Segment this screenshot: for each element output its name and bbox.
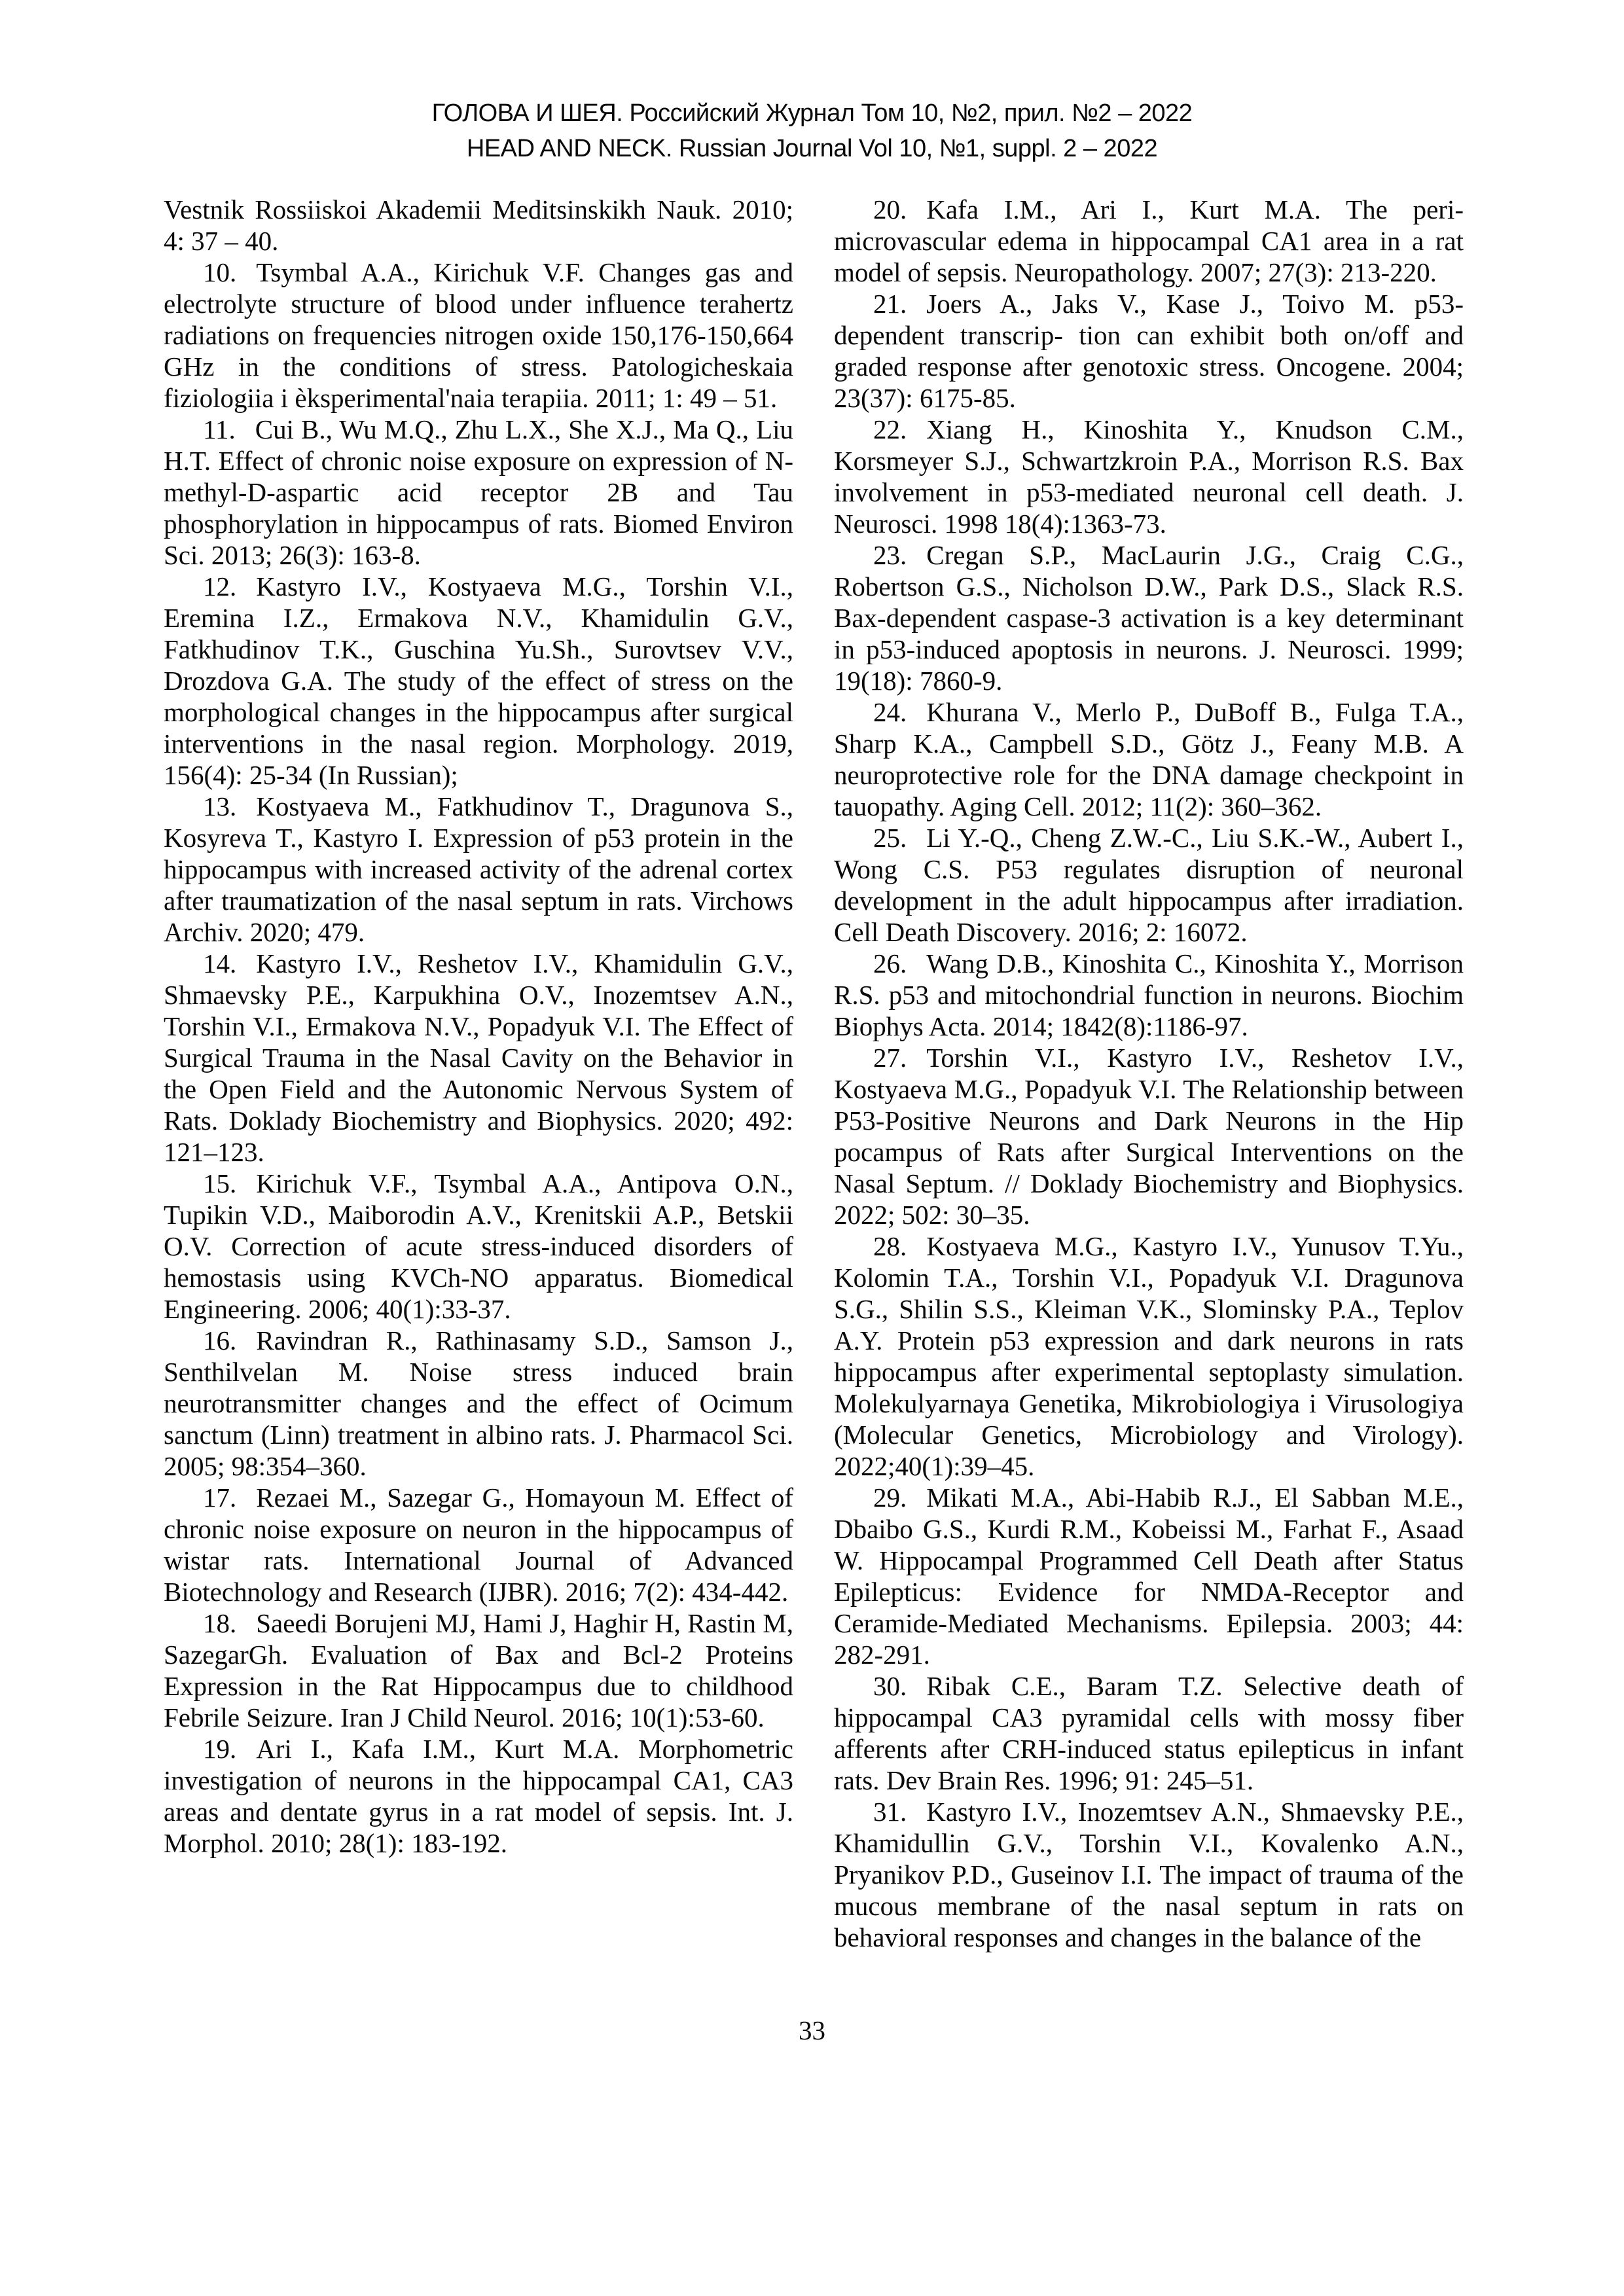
reference-text: Mikati M.A., Abi-Habib R.J., El Sabban M.E., Dbaibo G.S., Kurdi R.M., Kobeissi M., Farhat F., Asaad W. Hippocampal Programmed Cell Death after Status Epilepticus: Evidence for NMDA-Receptor and Ceramide-Mediated Mechanisms. Epilepsia. 2003; 44: 282-291. <box>834 1482 1464 1670</box>
reference-entry <box>164 1733 793 1859</box>
page-footer <box>0 2015 1624 2046</box>
reference-entry <box>834 1042 1464 1230</box>
reference-number: 25. <box>873 823 907 853</box>
reference-text: Kastyro I.V., Reshetov I.V., Khamidulin G.V., Shmaevsky P.E., Karpukhina O.V., Inozemtsev A.N., Torshin V.I., Ermakova N.V., Popadyuk V.I. The Effect of Surgical Trauma in the Nasal Cavity on the Behavior in the Open Field and the Autonomic Nervous System of Rats. Doklady Biochemistry and Biophysics. 2020; 492: 121–123. <box>164 948 793 1167</box>
reference-entry <box>834 822 1464 948</box>
reference-text: Kastyro I.V., Inozemtsev A.N., Shmaevsky P.E., Khamidullin G.V., Torshin V.I., Kovalenko A.N., Pryanikov P.D., Guseinov I.I. The impact of trauma of the mucous membrane of the nasal septum in rats on behavioral responses and changes in the balance of the <box>834 1797 1464 1952</box>
reference-text: Torshin V.I., Kastyro I.V., Reshetov I.V., Kostyaeva M.G., Popadyuk V.I. The Relationship between P53-Positive Neurons and Dark Neurons in the Hip pocampus of Rats after Surgical Interventions on the Nasal Septum. // Doklady Biochemistry and Biophysics. 2022; 502: 30–35. <box>834 1043 1464 1230</box>
reference-entry <box>164 948 793 1168</box>
reference-entry <box>164 1482 793 1607</box>
reference-entry <box>834 1482 1464 1670</box>
reference-text: Kostyaeva M.G., Kastyro I.V., Yunusov T.Yu., Kolomin T.A., Torshin V.I., Popadyuk V.I. Dragunova S.G., Shilin S.S., Kleiman V.K., Slominsky P.A., Teplov A.Y. Protein p53 expression and dark neurons in rats hippocampus after experimental septoplasty simulation. Molekulyarnaya Genetika, Mikrobiologiya i Virusologiya (Molecular Genetics, Microbiology and Virology). 2022;40(1):39–45. <box>834 1231 1464 1481</box>
reference-text: Kafa I.M., Ari I., Kurt M.A. The peri-microvascular edema in hippocampal CA1 area in a rat model of sepsis. Neuropathology. 2007; 27(3): 213-220. <box>834 194 1464 287</box>
reference-number: 27. <box>873 1043 907 1073</box>
reference-entry <box>834 1230 1464 1482</box>
left-column <box>164 194 793 1953</box>
reference-text: Saeedi Borujeni MJ, Hami J, Haghir H, Rastin M, SazegarGh. Evaluation of Bax and Bcl-2 Proteins Expression in the Rat Hippocampus due to childhood Febrile Seizure. Iran J Child Neurol. 2016; 10(1):53-60. <box>164 1608 793 1732</box>
reference-text: Khurana V., Merlo P., DuBoff B., Fulga T.A., Sharp K.A., Campbell S.D., Götz J., Feany M.B. A neuroprotective role for the DNA damage checkpoint in tauopathy. Aging Cell. 2012; 11(2): 360–362. <box>834 697 1464 821</box>
reference-number: 18. <box>203 1608 237 1638</box>
reference-text: Tsymbal A.A., Kirichuk V.F. Changes gas and electrolyte structure of blood under influence terahertz radiations on frequencies nitrogen oxide 150,176-150,664 GHz in the conditions of stress. Patologicheskaia fiziologiia i èksperimental'naia terapiia. 2011; 1: 49 – 51. <box>164 257 793 413</box>
reference-number: 22. <box>873 414 907 444</box>
reference-text: Xiang H., Kinoshita Y., Knudson C.M., Korsmeyer S.J., Schwartzkroin P.A., Morrison R.S. Bax involvement in p53-mediated neuronal cell death. J. Neurosci. 1998 18(4):1363-73. <box>834 414 1464 539</box>
page-number: 33 <box>799 2015 825 2045</box>
reference-text: Joers A., Jaks V., Kase J., Toivo M. p53-dependent transcrip- tion can exhibit both on/off and graded response after genotoxic stress. Oncogene. 2004; 23(37): 6175-85. <box>834 289 1464 413</box>
reference-entry <box>164 1607 793 1733</box>
reference-entry <box>164 414 793 571</box>
page-header <box>0 96 1624 166</box>
reference-text: Vestnik Rossiiskoi Akademii Meditsinskikh Nauk. 2010; 4: 37 – 40. <box>164 194 793 256</box>
reference-number: 29. <box>873 1482 907 1513</box>
reference-text: Cui B., Wu M.Q., Zhu L.X., She X.J., Ma Q., Liu H.T. Effect of chronic noise exposure on expression of N-methyl-D-aspartic acid receptor 2B and Tau phosphorylation in hippocampus of rats. Biomed Environ Sci. 2013; 26(3): 163-8. <box>164 414 793 570</box>
reference-entry <box>164 1325 793 1482</box>
reference-number: 30. <box>873 1671 907 1701</box>
reference-text: Wang D.B., Kinoshita C., Kinoshita Y., Morrison R.S. p53 and mitochondrial function in neurons. Biochim Biophys Acta. 2014; 1842(8):1186-97. <box>834 948 1464 1041</box>
reference-entry <box>164 194 793 257</box>
reference-text: Ari I., Kafa I.M., Kurt M.A. Morphometric investigation of neurons in the hippocampal CA1, CA3 areas and dentate gyrus in a rat model of sepsis. Int. J. Morphol. 2010; 28(1): 183-192. <box>164 1734 793 1858</box>
reference-number: 31. <box>873 1797 907 1827</box>
right-column <box>834 194 1464 1953</box>
reference-text: Ravindran R., Rathinasamy S.D., Samson J., Senthilvelan M. Noise stress induced brain neurotransmitter changes and the effect of Ocimum sanctum (Linn) treatment in albino rats. J. Pharmacol Sci. 2005; 98:354–360. <box>164 1325 793 1481</box>
reference-number: 17. <box>203 1482 237 1513</box>
reference-number: 26. <box>873 948 907 978</box>
reference-entry <box>834 1670 1464 1796</box>
reference-entry <box>834 1796 1464 1953</box>
reference-entry <box>834 696 1464 822</box>
reference-number: 11. <box>203 414 236 444</box>
reference-number: 15. <box>203 1168 237 1198</box>
reference-number: 20. <box>873 194 907 224</box>
reference-entry <box>164 571 793 791</box>
reference-entry <box>164 257 793 414</box>
journal-title-ru: ГОЛОВА И ШЕЯ. Российский Журнал Том 10, №2, прил. №2 – 2022 <box>431 99 1193 127</box>
reference-text: Kastyro I.V., Kostyaeva M.G., Torshin V.I., Eremina I.Z., Ermakova N.V., Khamidulin G.V., Fatkhudinov T.K., Guschina Yu.Sh., Surovtsev V.V., Drozdova G.A. The study of the effect of stress on the morphological changes in the hippocampus after surgical interventions in the nasal region. Morphology. 2019, 156(4): 25-34 (In Russian); <box>164 571 793 790</box>
reference-number: 13. <box>203 791 237 821</box>
reference-number: 21. <box>873 289 907 319</box>
reference-number: 16. <box>203 1325 237 1355</box>
journal-title-en: HEAD AND NECK. Russian Journal Vol 10, №1, suppl. 2 – 2022 <box>466 135 1158 162</box>
reference-number: 19. <box>203 1734 237 1764</box>
reference-entry <box>834 414 1464 539</box>
reference-text: Kirichuk V.F., Tsymbal A.A., Antipova O.N., Tupikin V.D., Maiborodin A.V., Krenitskii A.P., Betskii O.V. Correction of acute stress-induced disorders of hemostasis using KVCh-NO apparatus. Biomedical Engineering. 2006; 40(1):33-37. <box>164 1168 793 1324</box>
reference-entry <box>834 539 1464 696</box>
reference-number: 14. <box>203 948 237 978</box>
reference-entry <box>164 1168 793 1325</box>
reference-text: Rezaei M., Sazegar G., Homayoun M. Effect of chronic noise exposure on neuron in the hippocampus of wistar rats. International Journal of Advanced Biotechnology and Research (IJBR). 2016; 7(2): 434-442. <box>164 1482 793 1607</box>
reference-text: Cregan S.P., MacLaurin J.G., Craig C.G., Robertson G.S., Nicholson D.W., Park D.S., Slack R.S. Bax-dependent caspase-3 activation is a key determinant in p53-induced apoptosis in neurons. J. Neurosci. 1999; 19(18): 7860-9. <box>834 540 1464 696</box>
reference-number: 24. <box>873 697 907 727</box>
reference-number: 28. <box>873 1231 907 1261</box>
reference-entry <box>164 791 793 948</box>
reference-text: Ribak C.E., Baram T.Z. Selective death of hippocampal CA3 pyramidal cells with mossy fiber afferents after CRH-induced status epilepticus in infant rats. Dev Brain Res. 1996; 91: 245–51. <box>834 1671 1464 1795</box>
references-section <box>164 194 1464 1953</box>
reference-number: 10. <box>203 257 237 287</box>
reference-number: 12. <box>203 571 237 601</box>
reference-text: Li Y.-Q., Cheng Z.W.-C., Liu S.K.-W., Aubert I., Wong C.S. P53 regulates disruption of neuronal development in the adult hippocampus after irradiation. Cell Death Discovery. 2016; 2: 16072. <box>834 823 1464 947</box>
reference-entry <box>834 288 1464 414</box>
reference-text: Kostyaeva M., Fatkhudinov T., Dragunova S., Kosyreva T., Kastyro I. Expression of p53 protein in the hippocampus with increased activity of the adrenal cortex after traumatization of the nasal septum in rats. Virchows Archiv. 2020; 479. <box>164 791 793 947</box>
reference-entry <box>834 948 1464 1042</box>
reference-entry <box>834 194 1464 288</box>
reference-number: 23. <box>873 540 907 570</box>
